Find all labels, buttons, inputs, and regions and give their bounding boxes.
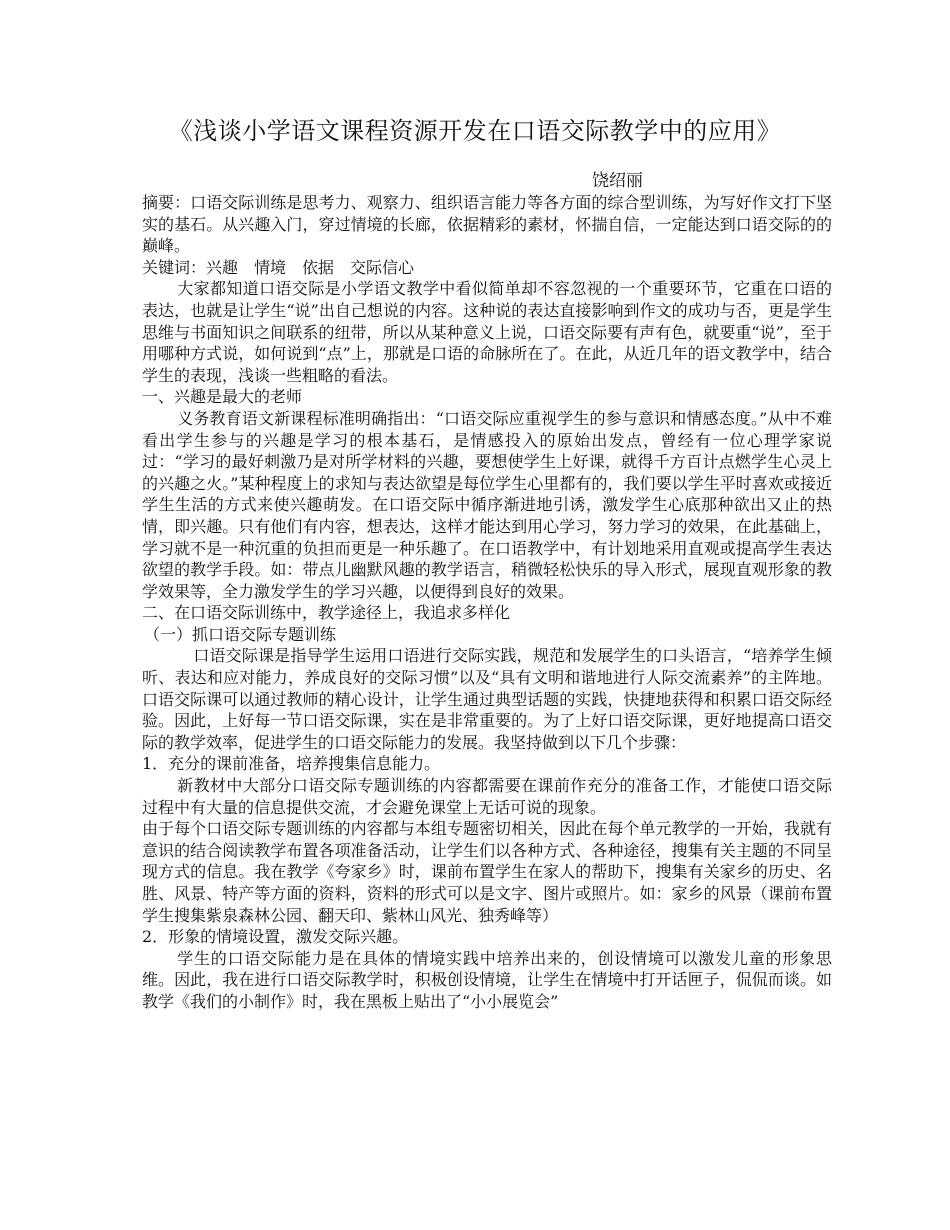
body-paragraph: 学生的口语交际能力是在具体的情境实践中培养出来的，创设情境可以激发儿童的形象思维。因此，我在进行口语交际教学时，积极创设情境，让学生在情境中打开话匣子，侃侃而谈。如教学《我们的小制作》时，我在黑板上贴出了“小小展览会” xyxy=(142,948,832,1011)
body-paragraph: 新教材中大部分口语交际专题训练的内容都需要在课前作充分的准备工作，才能使口语交际过程中有大量的信息提供交流，才会避免课堂上无话可说的现象。 xyxy=(142,776,832,817)
body-paragraph: 一、兴趣是最大的老师 xyxy=(142,387,303,407)
author-name: 饶绍丽 xyxy=(592,171,643,191)
body-paragraph: 大家都知道口语交际是小学语文教学中看似简单却不容忽视的一个重要环节，它重在口语的表达，也就是让学生“说”出自己想说的内容。这种说的表达直接影响到作文的成功与否，更是学生思维与书面知识之间联系的纽带，所以从某种意义上说，口语交际要有声有色，就要重“说”，至于用哪种方式说，如何说到“点”上，那就是口语的命脉所在了。在此，从近几年的语文教学中，结合学生的表现，浅谈一些粗略的看法。 xyxy=(142,279,832,385)
body-paragraph: 由于每个口语交际专题训练的内容都与本组专题密切相关，因此在每个单元教学的一开始，我就有意识的结合阅读教学布置各项准备活动，让学生们以各种方式、各种途径，搜集有关主题的不同呈现方式的信息。我在教学《夸家乡》时，课前布置学生在家人的帮助下，搜集有关家乡的历史、名胜、风景、特产等方面的资料，资料的形式可以是文字、图片或照片。如：家乡的风景（课前布置学生搜集紫泉森林公园、翻天印、紫林山风光、独秀峰等） xyxy=(142,819,832,925)
body-paragraph: 1．充分的课前准备，培养搜集信息能力。 xyxy=(142,754,441,774)
document-body xyxy=(142,192,832,1013)
body-paragraph: （一）抓口语交际专题训练 xyxy=(144,624,337,644)
body-paragraph: 义务教育语文新课程标准明确指出：“口语交际应重视学生的参与意识和情感态度。”从中不难看出学生参与的兴趣是学习的根本基石，是情感投入的原始出发点，曾经有一位心理学家说过：“学习的最好刺激乃是对所学材料的兴趣，要想使学生上好课，就得千方百计点燃学生心灵上的兴趣之火。”某种程度上的求知与表达欲望是每位学生心里都有的，我们要以学生平时喜欢或接近学生生活的方式来使兴趣萌发。在口语交际中循序渐进地引诱，激发学生心底那种欲出又止的热情，即兴趣。只有他们有内容，想表达，这样才能达到用心学习，努力学习的效果，在此基础上，学习就不是一种沉重的负担而更是一种乐趣了。在口语教学中，有计划地采用直观或提高学生表达欲望的教学手段。如：带点儿幽默风趣的教学语言，稍微轻松快乐的导入形式，展现直观形象的教学效果等，全力激发学生的学习兴趣，以便得到良好的效果。 xyxy=(142,408,832,601)
body-paragraph: 口语交际课是指导学生运用口语进行交际实践，规范和发展学生的口头语言，“培养学生倾听、表达和应对能力，养成良好的交际习惯”以及“具有文明和谐地进行人际交流素养”的主阵地。口语交际课可以通过教师的精心设计，让学生通过典型话题的实践，快捷地获得和积累口语交际经验。因此，上好每一节口语交际课，实在是非常重要的。为了上好口语交际课，更好地提高口语交际的教学效率，促进学生的口语交际能力的发展。我坚持做到以下几个步骤： xyxy=(142,646,832,752)
body-paragraph: 2．形象的情境设置，激发交际兴趣。 xyxy=(142,927,409,947)
body-paragraph: 摘要：口语交际训练是思考力、观察力、组织语言能力等各方面的综合型训练，为写好作文打下坚实的基石。从兴趣入门，穿过情境的长廊，依据精彩的素材，怀揣自信，一定能达到口语交际的的巅峰。 xyxy=(142,193,832,256)
body-paragraph: 二、在口语交际训练中，教学途径上，我追求多样化 xyxy=(142,603,511,623)
body-paragraph: 关键词：兴趣 情境 依据 交际信心 xyxy=(142,257,415,277)
document-title: 《浅谈小学语文课程资源开发在口语交际教学中的应用》 xyxy=(168,117,782,145)
